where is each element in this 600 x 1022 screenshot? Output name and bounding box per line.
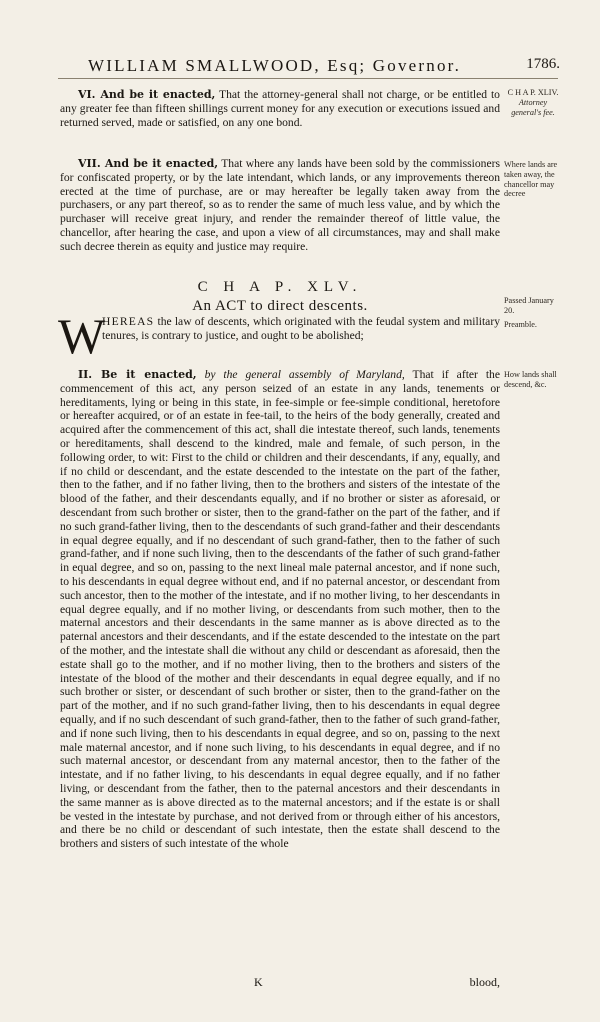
chapter-title: An ACT to direct descents. [192,298,368,314]
section-vii-text: That where any lands have been sold by the commissioners for confiscated property, or by the late intendant, which lands, or any improvements thereon erected at the time of purchase, are or may hereafter be legally taken away from the purchasers, or any part thereof, so as to render the same of much less value, and by which the purchaser will receive great injury, and render the remainder thereof of little value, the chancellor, after hearing the case, and upon a view of all circumstances, may and shall make such decree therein as equity and justice may require. [60,157,500,253]
margin-note-chapter-ref [504,88,562,117]
header-year: 1786. [526,56,560,72]
chapter-heading [60,279,500,315]
section-vii-opening: VII. And be it enacted, [78,157,219,170]
margin-note-preamble: Preamble. [504,320,537,329]
section-vi-text: That the attorney-general shall not charge, or be entitled to any greater fee than fifteen shillings current money for any execution or executions issued and returned served, made or satisfied, on any one bond. [60,88,500,129]
chap-ref-text: C H A P. XLIV. [507,88,559,97]
running-header [60,56,560,80]
section-ii-opening: II. Be it enacted, [78,368,197,381]
catchword: blood, [469,975,500,989]
page-footer [60,975,500,991]
preamble-text: the law of descents, which originated with the feudal system and military tenures, is contrary to justice, and ought to be abolished; [102,315,500,342]
header-rule [58,78,558,79]
section-vii [60,157,500,254]
header-title: WILLIAM SMALLWOOD, Esq; Governor. [88,56,462,75]
preamble [58,308,500,364]
margin-note-descend: How lands shall descend, &c. [504,370,557,389]
margin-note-lands: Where lands are taken away, the chancellor may decree [504,160,558,199]
preamble-lead: HEREAS [102,315,155,328]
section-vi [60,88,500,129]
section-vi-opening: VI. And be it enacted, [78,88,216,101]
section-ii-text: That if after the commencement of this act, any person seized of an estate in any lands, tenements or hereditaments, lying or being in this state, in fee-simple or fee-simple conditional, heretofore or hereafter acquired, or of an estate in fee-tail, to the heirs of the body generally, created and acquired after the commencement of this act, shall die intestate thereof, such lands, tenements or hereditaments, shall descend to the kindred, male and female, of such person, in the following order, to wit: First to the child or children and their descendants, if any, equally, and if no child or descendant, and the estate descended to the intestate on the part of the father, then to the father, and if no father living, then to the brothers and sisters of the intestate of the blood of the father, and their descendants equally, and if no brother or sister as aforesaid, or descendant from such brother or sister, then to the grand-father on the part of the father, and if no such grand-father living, then to the descendants of such grand-father and their descendants in equal degree equally, and if no descendant of such grand-father, then to the father of such grand-father, and if none such living, then to the descendants of the father of such grand-father in equal degree, and so on, passing to the next lineal male paternal ancestor, and if none such, to his descendants in equal degree without end, and if no paternal ancestor, or descendant from such ancestor, then to the mother of the intestate, and if no mother living, to her descendants in equal degree equally, and if no mother living, or descendants from such mother, then to the maternal ancestors and their descendants in the same manner as is above directed as to the paternal ancestors and their descendants, and if the estate descended to the intestate on the part of the mother, and the intestate shall die without any child or descendant as aforesaid, then the estate shall go to the mother, and if no mother living, then to the brothers and sisters of the intestate of the blood of the mother and their descendants in equal degree equally, and if no such brother or sister, or descendant of such brother or sister, then to the grand-father on the part of the mother, and if no such grand-father living, then to his descendants in equal degree equally, and if no such descendant of such grand-father, then to the father of such grand-father, and if none such living, then to his descendants in equal degree, and so on, passing to the next male maternal ancestor, and if none such living, to his descendants in equal degree, and if no such maternal ancestor, or descendant from any maternal ancestor, then to the father of the intestate, and if no father living, to his descendants in equal degree equally, and if no father living, or descendant from the father, then to the paternal ancestors and their descendants in the same manner as is above directed as to the maternal ancestors; and if the estate is or shall be vested in the intestate by purchase, and not derived from or through either of his ancestors, and there be no child or descendant of such intestate, then the estate shall descend to the brothers and sisters of such intestate of the whole [60,368,500,851]
drop-cap: W [58,308,106,364]
fee-note-text: Attorney general's fee. [511,97,555,117]
chapter-label: C H A P. XLV. [197,279,363,295]
section-ii-enacting-clause: by the general assembly of Maryland, [204,368,405,381]
section-ii [60,368,500,851]
margin-note-passed: Passed January 20. [504,296,554,315]
signature-mark: K [254,975,263,989]
